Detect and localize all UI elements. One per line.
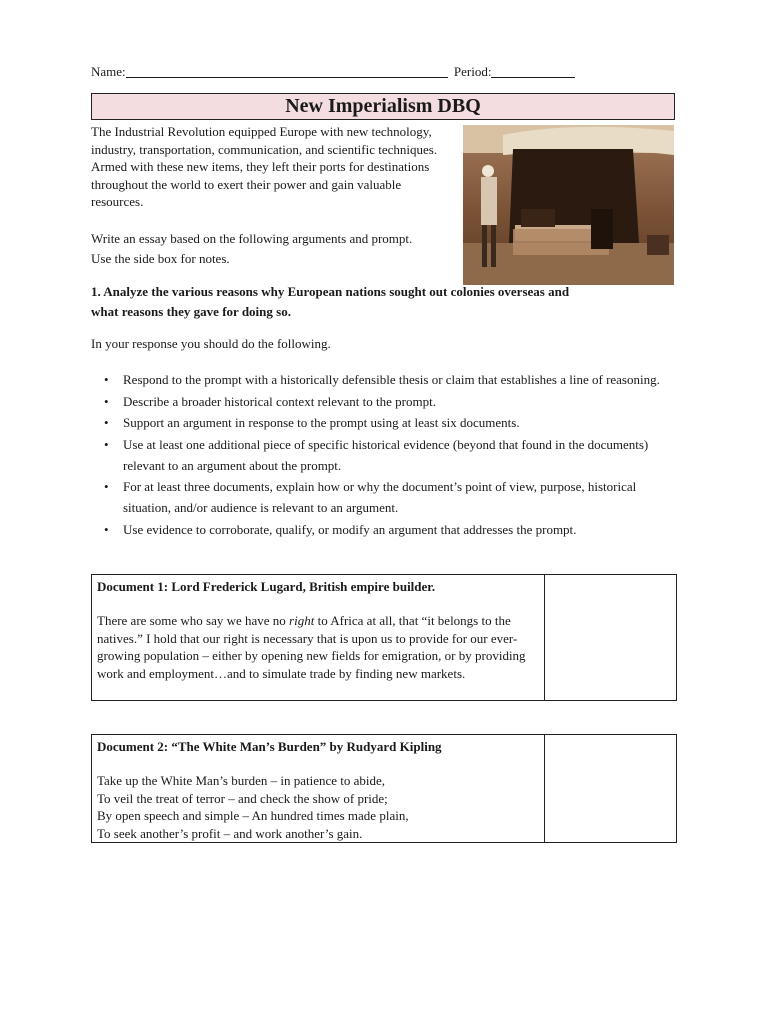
period-field[interactable]: [491, 64, 575, 78]
document-2-heading: Document 2: “The White Man’s Burden” by Rudyard Kipling: [97, 739, 442, 754]
bullet-icon: •: [104, 521, 109, 537]
document-1-box: [91, 574, 677, 701]
document-1-content: [92, 575, 545, 700]
document-2-notes-box[interactable]: [545, 735, 676, 842]
requirements-list: [104, 369, 672, 540]
list-item: • Use evidence to corroborate, qualify, or modify an argument that addresses the prompt.: [104, 519, 672, 540]
bullet-icon: •: [104, 393, 109, 409]
document-2-box: [91, 734, 677, 843]
response-intro: In your response you should do the following.: [91, 336, 331, 351]
name-label: Name:: [91, 64, 126, 79]
essay-question: 1. Analyze the various reasons why European nations sought out colonies overseas and what reasons they gave for doing so.: [91, 284, 570, 319]
bullet-icon: •: [104, 415, 109, 430]
name-field[interactable]: [126, 64, 448, 78]
instructions-paragraph: Write an essay based on the following arguments and prompt. Use the side box for notes.: [91, 231, 413, 266]
poem-line: To seek another’s profit – and work another’s gain.: [97, 825, 363, 841]
document-1-text: There are some who say we have no right to Africa at all, that “it belongs to the natives.” I hold that our right is necessary that is upon us to provide for our ever-growing population – either by opening new fields for emigration, or by providing work and employment…and to simulate trade by finding new markets.: [97, 613, 526, 681]
intro-paragraph: The Industrial Revolution equipped Europe with new technology, industry, transportation, communication, and scientific techniques. Armed with these new items, they left their ports for destinations throughout the world to exert their power and gain valuable resources.: [91, 124, 438, 210]
poem-line: Take up the White Man’s burden – in patience to abide,: [97, 773, 386, 789]
poem-line: By open speech and simple – An hundred times made plain,: [97, 808, 409, 824]
bullet-icon: •: [104, 436, 109, 452]
document-1-heading: Document 1: Lord Frederick Lugard, British empire builder.: [97, 579, 436, 594]
bullet-icon: •: [104, 479, 109, 494]
list-item: • Respond to the prompt with a historically defensible thesis or claim that establishes a line of reasoning.: [104, 369, 672, 390]
list-item: • For at least three documents, explain how or why the document’s point of view, purpose, historical situation, and/or audience is relevant to an argument.: [104, 476, 672, 518]
page-title: New Imperialism DBQ: [91, 93, 675, 120]
name-period-line: [91, 64, 575, 80]
document-1-notes-box[interactable]: [545, 575, 676, 700]
historical-photo: [463, 125, 674, 285]
list-item: • Support an argument in response to the prompt using at least six documents.: [104, 412, 672, 433]
document-2-content: [92, 735, 545, 842]
emphasis-word: right: [289, 613, 315, 629]
bullet-icon: •: [104, 372, 109, 387]
list-item: • Describe a broader historical context relevant to the prompt.: [104, 391, 672, 412]
poem-line: To veil the treat of terror – and check the show of pride;: [97, 790, 388, 806]
period-label: Period:: [453, 64, 492, 79]
list-item: • Use at least one additional piece of specific historical evidence (beyond that found in the documents) relevant to an argument about the prompt.: [104, 434, 672, 476]
